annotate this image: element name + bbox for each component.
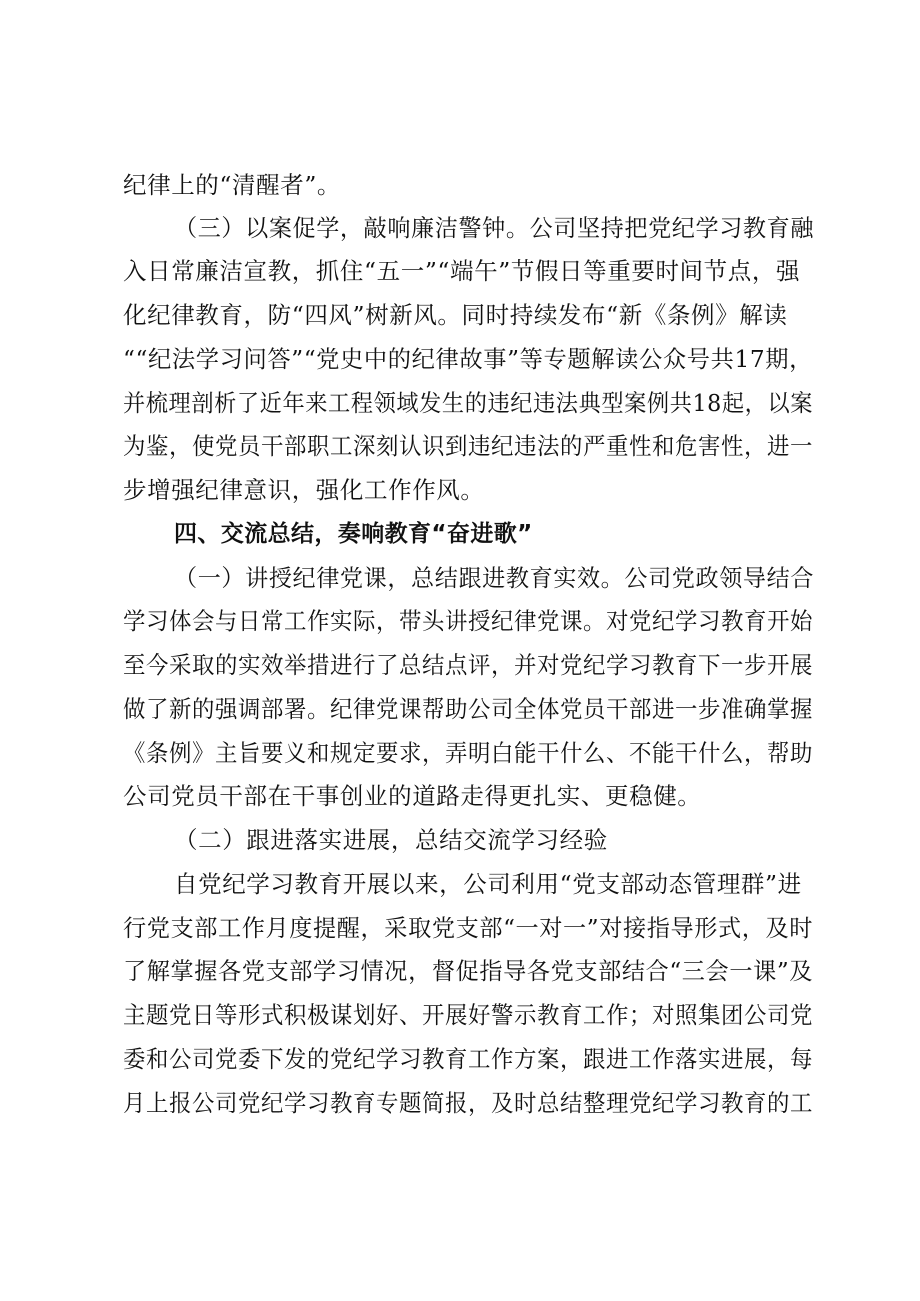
paragraph-line: 学习体会与日常工作实际，带头讲授纪律党课。对党纪学习教育开始 [123, 607, 814, 635]
section-heading-4: 四、交流总结，奏响教育“奋进歌” [174, 521, 533, 547]
paragraph-line: 步增强纪律意识，强化工作作风。 [123, 476, 485, 504]
section-3-heading-line: （三）以案促学，敲响廉洁警钟。公司坚持把党纪学习教育融 [174, 214, 815, 242]
paragraph-line: 自党纪学习教育开展以来，公司利用“党支部动态管理群”进 [174, 870, 802, 898]
paragraph-line: 公司党员干部在干事创业的道路走得更扎实、更稳健。 [123, 782, 702, 810]
subsection-2-heading-line: （二）跟进落实进展，总结交流学习经验 [174, 826, 608, 854]
paragraph-line: 化纪律教育，防“四风”树新风。同时持续发布“新《条例》解读 [123, 301, 788, 329]
paragraph-line: 主题党日等形式积极谋划好、开展好警示教育工作；对照集团公司党 [123, 1001, 814, 1029]
paragraph-line: 月上报公司党纪学习教育专题简报，及时总结整理党纪学习教育的工 [123, 1089, 814, 1117]
paragraph-line: 《条例》主旨要义和规定要求，弄明白能干什么、不能干什么，帮助 [123, 739, 814, 767]
paragraph-line: 并梳理剖析了近年来工程领域发生的违纪违法典型案例共18起，以案 [123, 389, 814, 417]
paragraph-line: 纪律上的“清醒者”。 [123, 171, 342, 199]
paragraph-line: ““纪法学习问答”“党史中的纪律故事”等专题解读公众号共17期， [123, 345, 813, 373]
paragraph-line: 入日常廉洁宣教，抓住“五一”“端午”节假日等重要时间节点，强 [123, 257, 801, 285]
paragraph-line: 行党支部工作月度提醒，采取党支部“一对一”对接指导形式，及时 [123, 914, 814, 942]
paragraph-line: 做了新的强调部署。纪律党课帮助公司全体党员干部进一步准确掌握 [123, 695, 814, 723]
paragraph-line: 委和公司党委下发的党纪学习教育工作方案，跟进工作落实进展，每 [123, 1045, 814, 1073]
subsection-1-heading-line: （一）讲授纪律党课，总结跟进教育实效。公司党政领导结合 [174, 564, 815, 592]
paragraph-line: 为鉴，使党员干部职工深刻认识到违纪违法的严重性和危害性，进一 [123, 432, 814, 460]
paragraph-line: 了解掌握各党支部学习情况，督促指导各党支部结合“三会一课”及 [123, 957, 814, 985]
paragraph-line: 至今采取的实效举措进行了总结点评，并对党纪学习教育下一步开展 [123, 651, 814, 679]
